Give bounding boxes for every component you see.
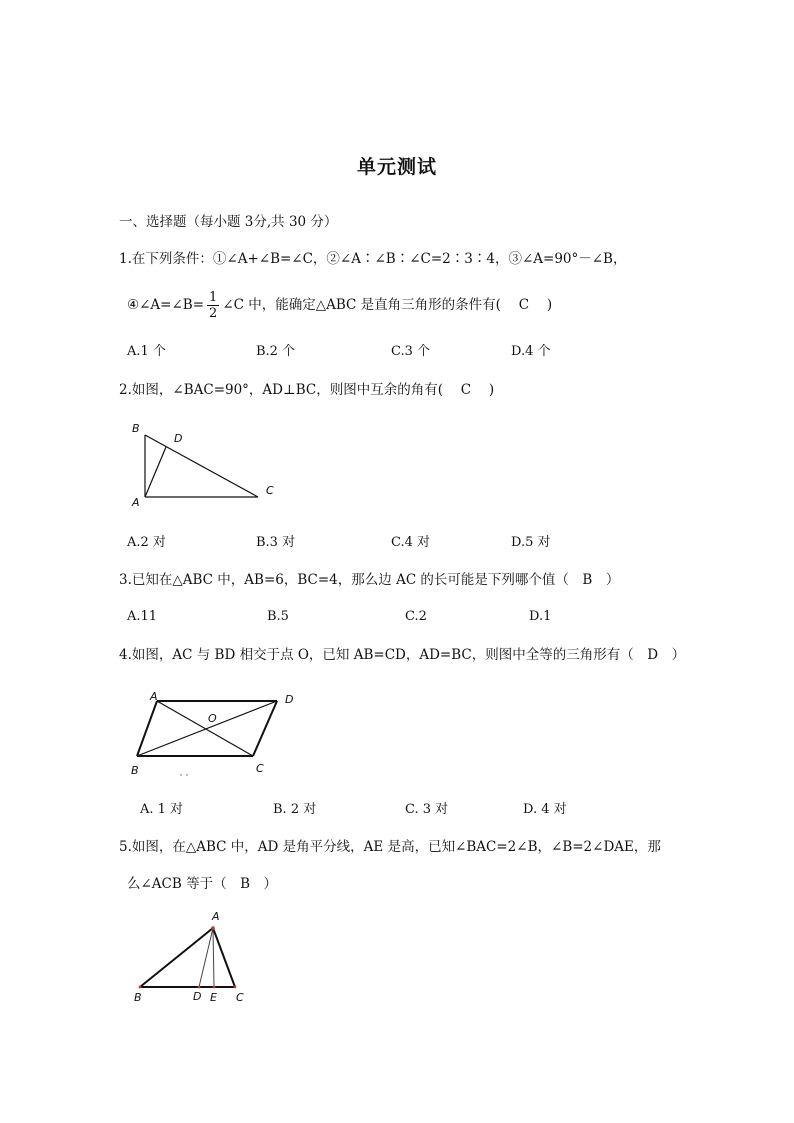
q4-option-b[interactable]: B. 2 对: [273, 802, 317, 817]
question-1-condition-4: ④∠A=∠B=: [127, 297, 205, 313]
fraction-numerator: 1: [209, 290, 218, 305]
segment-bc: [145, 435, 258, 497]
figure-triangle-abc-bisector: [128, 908, 268, 1008]
fraction-one-half: [207, 290, 219, 321]
label-c: C: [256, 762, 264, 775]
q3-option-d[interactable]: D.1: [529, 609, 552, 624]
section-heading: 一、选择题（每小题 3分,共 30 分）: [119, 214, 338, 230]
label-a: A: [132, 496, 140, 509]
label-c: C: [236, 991, 244, 1004]
label-o: O: [208, 712, 217, 725]
q4-option-c[interactable]: C. 3 对: [405, 802, 449, 817]
label-c: C: [266, 484, 274, 497]
label-b: B: [131, 764, 139, 777]
stray-dot: [186, 774, 187, 775]
point-d: [198, 986, 201, 989]
question-5-line-2: 么∠ACB 等于（ B ）: [127, 876, 278, 892]
question-1-condition-4-tail: ∠C 中，能确定△ABC 是直角三角形的条件有( C ): [222, 297, 553, 313]
q2-option-b[interactable]: B.3 对: [256, 535, 296, 550]
q3-option-a[interactable]: A.11: [127, 609, 158, 624]
label-e: E: [210, 991, 217, 1004]
segment-ab: [140, 928, 213, 987]
stray-dot: [180, 774, 181, 775]
label-d: D: [285, 693, 294, 706]
question-2-text: 2.如图，∠BAC=90°，AD⊥BC，则图中互余的角有( C ): [119, 382, 495, 398]
q1-option-b[interactable]: B.2 个: [256, 344, 296, 359]
segment-ae: [213, 928, 214, 987]
q2-option-c[interactable]: C.4 对: [391, 535, 431, 550]
question-1-line-1: 1.在下列条件：①∠A+∠B=∠C，②∠A∶∠B∶∠C=2∶3∶4，③∠A=90°－∠B，: [119, 251, 627, 267]
point-a: [211, 926, 215, 930]
q1-option-d[interactable]: D.4 个: [511, 344, 551, 359]
question-5-line-1: 5.如图，在△ABC 中，AD 是角平分线，AE 是高，已知∠BAC=2∠B，∠B=2∠DAE，那: [119, 839, 661, 855]
q4-option-d[interactable]: D. 4 对: [523, 802, 567, 817]
question-3-text: 3.已知在△ABC 中，AB=6，BC=4，那么边 AC 的长可能是下列哪个值（ B ）: [119, 572, 620, 588]
q3-option-b[interactable]: B.5: [267, 609, 289, 624]
page-title: 单元测试: [356, 156, 437, 178]
label-a: A: [212, 910, 220, 923]
label-a: A: [150, 690, 158, 703]
label-d: D: [174, 432, 183, 445]
segment-ac: [157, 701, 253, 756]
label-b: B: [134, 991, 142, 1004]
figure-right-triangle-abc: [120, 416, 300, 516]
fraction-denominator: 2: [209, 306, 218, 321]
question-1-line-2: [127, 285, 552, 325]
q1-option-c[interactable]: C.3 个: [391, 344, 431, 359]
segment-ab: [137, 701, 157, 756]
point-e: [213, 986, 216, 989]
segment-ad: [145, 447, 166, 497]
q4-option-a[interactable]: A. 1 对: [140, 802, 184, 817]
point-b: [139, 986, 142, 989]
q1-option-a[interactable]: A.1 个: [127, 344, 166, 359]
question-4-text: 4.如图，AC 与 BD 相交于点 O，已知 AB=CD，AD=BC，则图中全等的三角形有（ D ）: [119, 647, 686, 663]
q2-option-d[interactable]: D.5 对: [511, 535, 551, 550]
figure-parallelogram-abcd: [125, 688, 305, 778]
q2-option-a[interactable]: A.2 对: [127, 535, 166, 550]
segment-ac: [213, 928, 235, 987]
q3-option-c[interactable]: C.2: [405, 609, 427, 624]
label-b: B: [132, 422, 140, 435]
point-c: [234, 986, 237, 989]
label-d: D: [193, 990, 202, 1003]
